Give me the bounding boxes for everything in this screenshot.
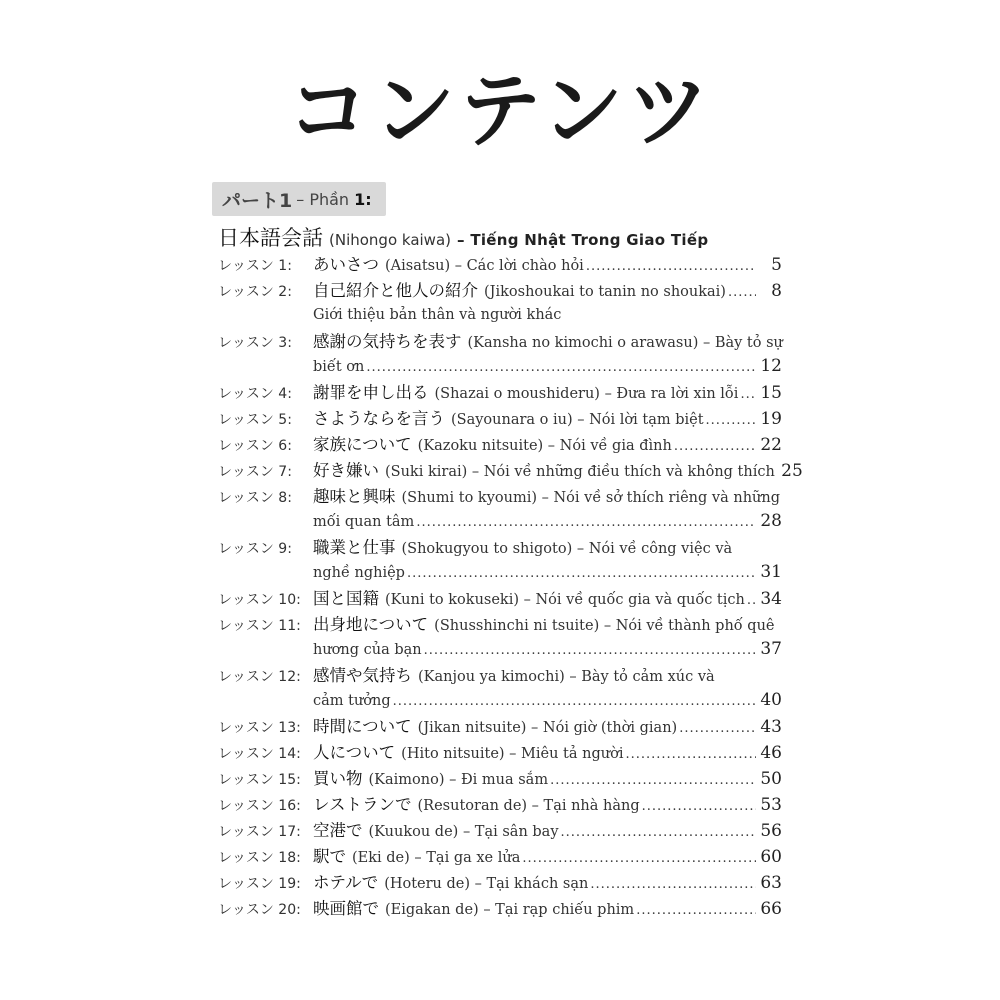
part-label-vi [296,190,371,209]
lesson-title-jp: 謝罪を申し出る [313,383,429,402]
lesson-title-detail: (Shazai o moushideru) – Đưa ra lời xin lỗi [434,386,739,402]
page-number: 56 [760,821,782,841]
toc-entry-line [218,432,782,457]
lesson-title-detail: (Suki kirai) – Nói về những điều thích và không thích [385,464,775,480]
table-of-contents [218,252,803,922]
toc-entry-line [218,663,782,688]
lesson-title-continuation: Giới thiệu bản thân và người khác [313,307,562,323]
lesson-title-continuation: cảm tưởng [313,693,391,709]
toc-entry-line [218,714,782,739]
dot-leader [424,637,756,663]
lesson-number: レッスン 16: [218,798,301,814]
lesson-number: レッスン 10: [218,592,301,608]
page-number: 46 [760,743,782,763]
lesson-title-jp: 国と国籍 [313,589,379,608]
lesson-title-jp: 時間について [313,717,412,736]
part-badge [212,182,386,216]
lesson-title-jp: さようならを言う [313,409,445,428]
toc-entry-line [218,329,782,354]
dot-leader [642,793,756,819]
lesson-title-jp: 買い物 [313,769,363,788]
lesson-number: レッスン 1: [218,258,292,274]
dot-leader [728,279,756,305]
lesson-title-detail: (Shokugyou to shigoto) – Nói về công việc và [401,541,733,557]
toc-entry-line [218,766,782,791]
lesson-number: レッスン 7: [218,464,292,480]
lesson-number: レッスン 5: [218,412,292,428]
lesson-number: レッスン 2: [218,284,292,300]
toc-entry[interactable] [218,612,782,662]
lesson-title-detail: (Jikoshoukai to tanin no shoukai) [484,284,726,300]
lesson-title-detail: (Resutoran de) – Tại nhà hàng [417,798,640,814]
page-number: 12 [760,356,782,376]
toc-entry[interactable] [218,535,782,585]
section-title-romaji: (Nihongo kaiwa) [329,231,451,249]
dot-leader [590,871,756,897]
page-number: 22 [760,435,782,455]
page-number: 53 [760,795,782,815]
page-number: 37 [760,639,782,659]
toc-entry-line [218,535,782,560]
lesson-title-jp: 感情や気持ち [313,666,412,685]
lesson-number: レッスン 4: [218,386,292,402]
page-number: 63 [760,873,782,893]
page-number: 5 [771,255,782,275]
toc-entry[interactable] [218,406,782,431]
toc-entry[interactable] [218,740,782,765]
lesson-title-detail: (Hoteru de) – Tại khách sạn [384,876,589,892]
dot-leader [561,819,756,845]
lesson-number: レッスン 15: [218,772,301,788]
page-number: 28 [760,511,782,531]
lesson-title-detail: (Hito nitsuite) – Miêu tả người [401,746,624,762]
toc-entry-continuation [218,637,782,662]
lesson-title-jp: レストランで [313,795,412,814]
page-number: 40 [760,690,782,710]
page-number: 43 [760,717,782,737]
toc-entry-line [218,278,782,303]
dot-leader [416,509,756,535]
page-number: 34 [760,589,782,609]
lesson-title-detail: (Eigakan de) – Tại rạp chiếu phim [385,902,635,918]
lesson-number: レッスン 19: [218,876,301,892]
lesson-title-jp: 感謝の気持ちを表す [313,332,462,351]
page-number: 31 [760,562,782,582]
lesson-title-detail: (Sayounara o iu) – Nói lời tạm biệt [451,412,704,428]
lesson-number: レッスン 18: [218,850,301,866]
page-number: 60 [760,847,782,867]
lesson-number: レッスン 11: [218,618,301,634]
lesson-title-detail: (Kansha no kimochi o arawasu) – Bày tỏ sự [467,335,783,351]
dot-leader [679,715,756,741]
section-title-jp: 日本語会話 [218,226,323,250]
toc-entry-line [218,792,782,817]
toc-entry[interactable] [218,458,803,483]
page-number: 25 [781,461,803,481]
toc-entry[interactable] [218,329,782,379]
part-vi-number: 1: [354,189,372,209]
part-vi-prefix: – Phần [296,189,355,209]
toc-entry-line [218,586,782,611]
lesson-number: レッスン 20: [218,902,301,918]
toc-entry[interactable] [218,586,782,611]
toc-entry-continuation [218,560,782,585]
toc-entry[interactable] [218,818,782,843]
toc-entry-line [218,870,782,895]
toc-entry-line [218,484,782,509]
dot-leader [407,560,756,586]
toc-entry-line [218,252,782,277]
toc-entry-line [218,740,782,765]
lesson-title-detail: (Aisatsu) – Các lời chào hỏi [385,258,584,274]
lesson-title-detail: (Kanjou ya kimochi) – Bày tỏ cảm xúc và [418,669,715,685]
lesson-number: レッスン 3: [218,335,292,351]
toc-entry-line [218,458,803,483]
toc-entry-continuation [218,688,782,713]
lesson-title-continuation: biết ơn [313,359,365,375]
toc-entry-line [218,380,782,405]
section-heading [218,222,708,252]
lesson-number: レッスン 17: [218,824,301,840]
lesson-title-jp: 駅で [313,847,346,866]
dot-leader [550,767,756,793]
toc-entry-continuation [218,303,782,328]
page-number: 66 [760,899,782,919]
page-title: コンテンツ [287,64,713,159]
lesson-title-jp: 映画館で [313,899,379,918]
lesson-title-detail: (Eki de) – Tại ga xe lửa [352,850,521,866]
toc-entry-line [218,612,782,637]
toc-entry[interactable] [218,870,782,895]
lesson-title-continuation: hương của bạn [313,642,422,658]
lesson-title-jp: あいさつ [313,255,379,274]
toc-entry[interactable] [218,844,782,869]
dot-leader [674,433,756,459]
lesson-title-jp: 人について [313,743,396,762]
lesson-title-jp: 職業と仕事 [313,538,396,557]
lesson-title-jp: ホテルで [313,873,379,892]
lesson-title-continuation: mối quan tâm [313,514,415,530]
page-number: 19 [760,409,782,429]
lesson-title-detail: (Kuukou de) – Tại sân bay [368,824,559,840]
lesson-title-continuation: nghề nghiệp [313,565,405,581]
toc-entry[interactable] [218,484,782,534]
dot-leader [636,897,756,923]
toc-entry[interactable] [218,252,782,277]
page-number: 15 [760,383,782,403]
toc-entry-line [218,406,782,431]
dot-leader [522,845,756,871]
toc-entry-continuation [218,354,782,379]
toc-entry[interactable] [218,663,782,713]
lesson-title-detail: (Shumi to kyoumi) – Nói về sở thích riêng và những [401,490,780,506]
dot-leader [740,381,756,407]
section-title-vi: – Tiếng Nhật Trong Giao Tiếp [457,231,709,249]
part-label-jp: パート1 [222,189,293,212]
dot-leader [393,688,756,714]
dot-leader [747,587,756,613]
lesson-title-detail: (Kazoku nitsuite) – Nói về gia đình [417,438,672,454]
lesson-title-jp: 空港で [313,821,363,840]
lesson-number: レッスン 8: [218,490,292,506]
lesson-title-jp: 自己紹介と他人の紹介 [313,281,478,300]
toc-entry[interactable] [218,432,782,457]
lesson-title-jp: 好き嫌い [313,461,379,480]
toc-entry-line [218,818,782,843]
toc-entry[interactable] [218,380,782,405]
lesson-title-jp: 家族について [313,435,412,454]
dot-leader [625,741,756,767]
page-number: 50 [760,769,782,789]
lesson-number: レッスン 12: [218,669,301,685]
dot-leader [706,407,756,433]
dot-leader [586,253,756,279]
lesson-title-detail: (Shusshinchi ni tsuite) – Nói về thành phố quê [434,618,775,634]
toc-entry[interactable] [218,278,782,328]
toc-entry-line [218,844,782,869]
dot-leader [366,354,756,380]
lesson-title-detail: (Jikan nitsuite) – Nói giờ (thời gian) [417,720,678,736]
lesson-title-jp: 出身地について [313,615,429,634]
lesson-number: レッスン 13: [218,720,301,736]
toc-entry[interactable] [218,896,782,921]
lesson-title-jp: 趣味と興味 [313,487,396,506]
lesson-number: レッスン 14: [218,746,301,762]
toc-entry-line [218,896,782,921]
page-number: 8 [771,281,782,301]
toc-entry-continuation [218,509,782,534]
lesson-number: レッスン 9: [218,541,292,557]
toc-entry[interactable] [218,792,782,817]
toc-entry[interactable] [218,714,782,739]
lesson-title-detail: (Kaimono) – Đi mua sắm [368,772,549,788]
lesson-number: レッスン 6: [218,438,292,454]
lesson-title-detail: (Kuni to kokuseki) – Nói về quốc gia và quốc tịch [385,592,745,608]
toc-entry[interactable] [218,766,782,791]
